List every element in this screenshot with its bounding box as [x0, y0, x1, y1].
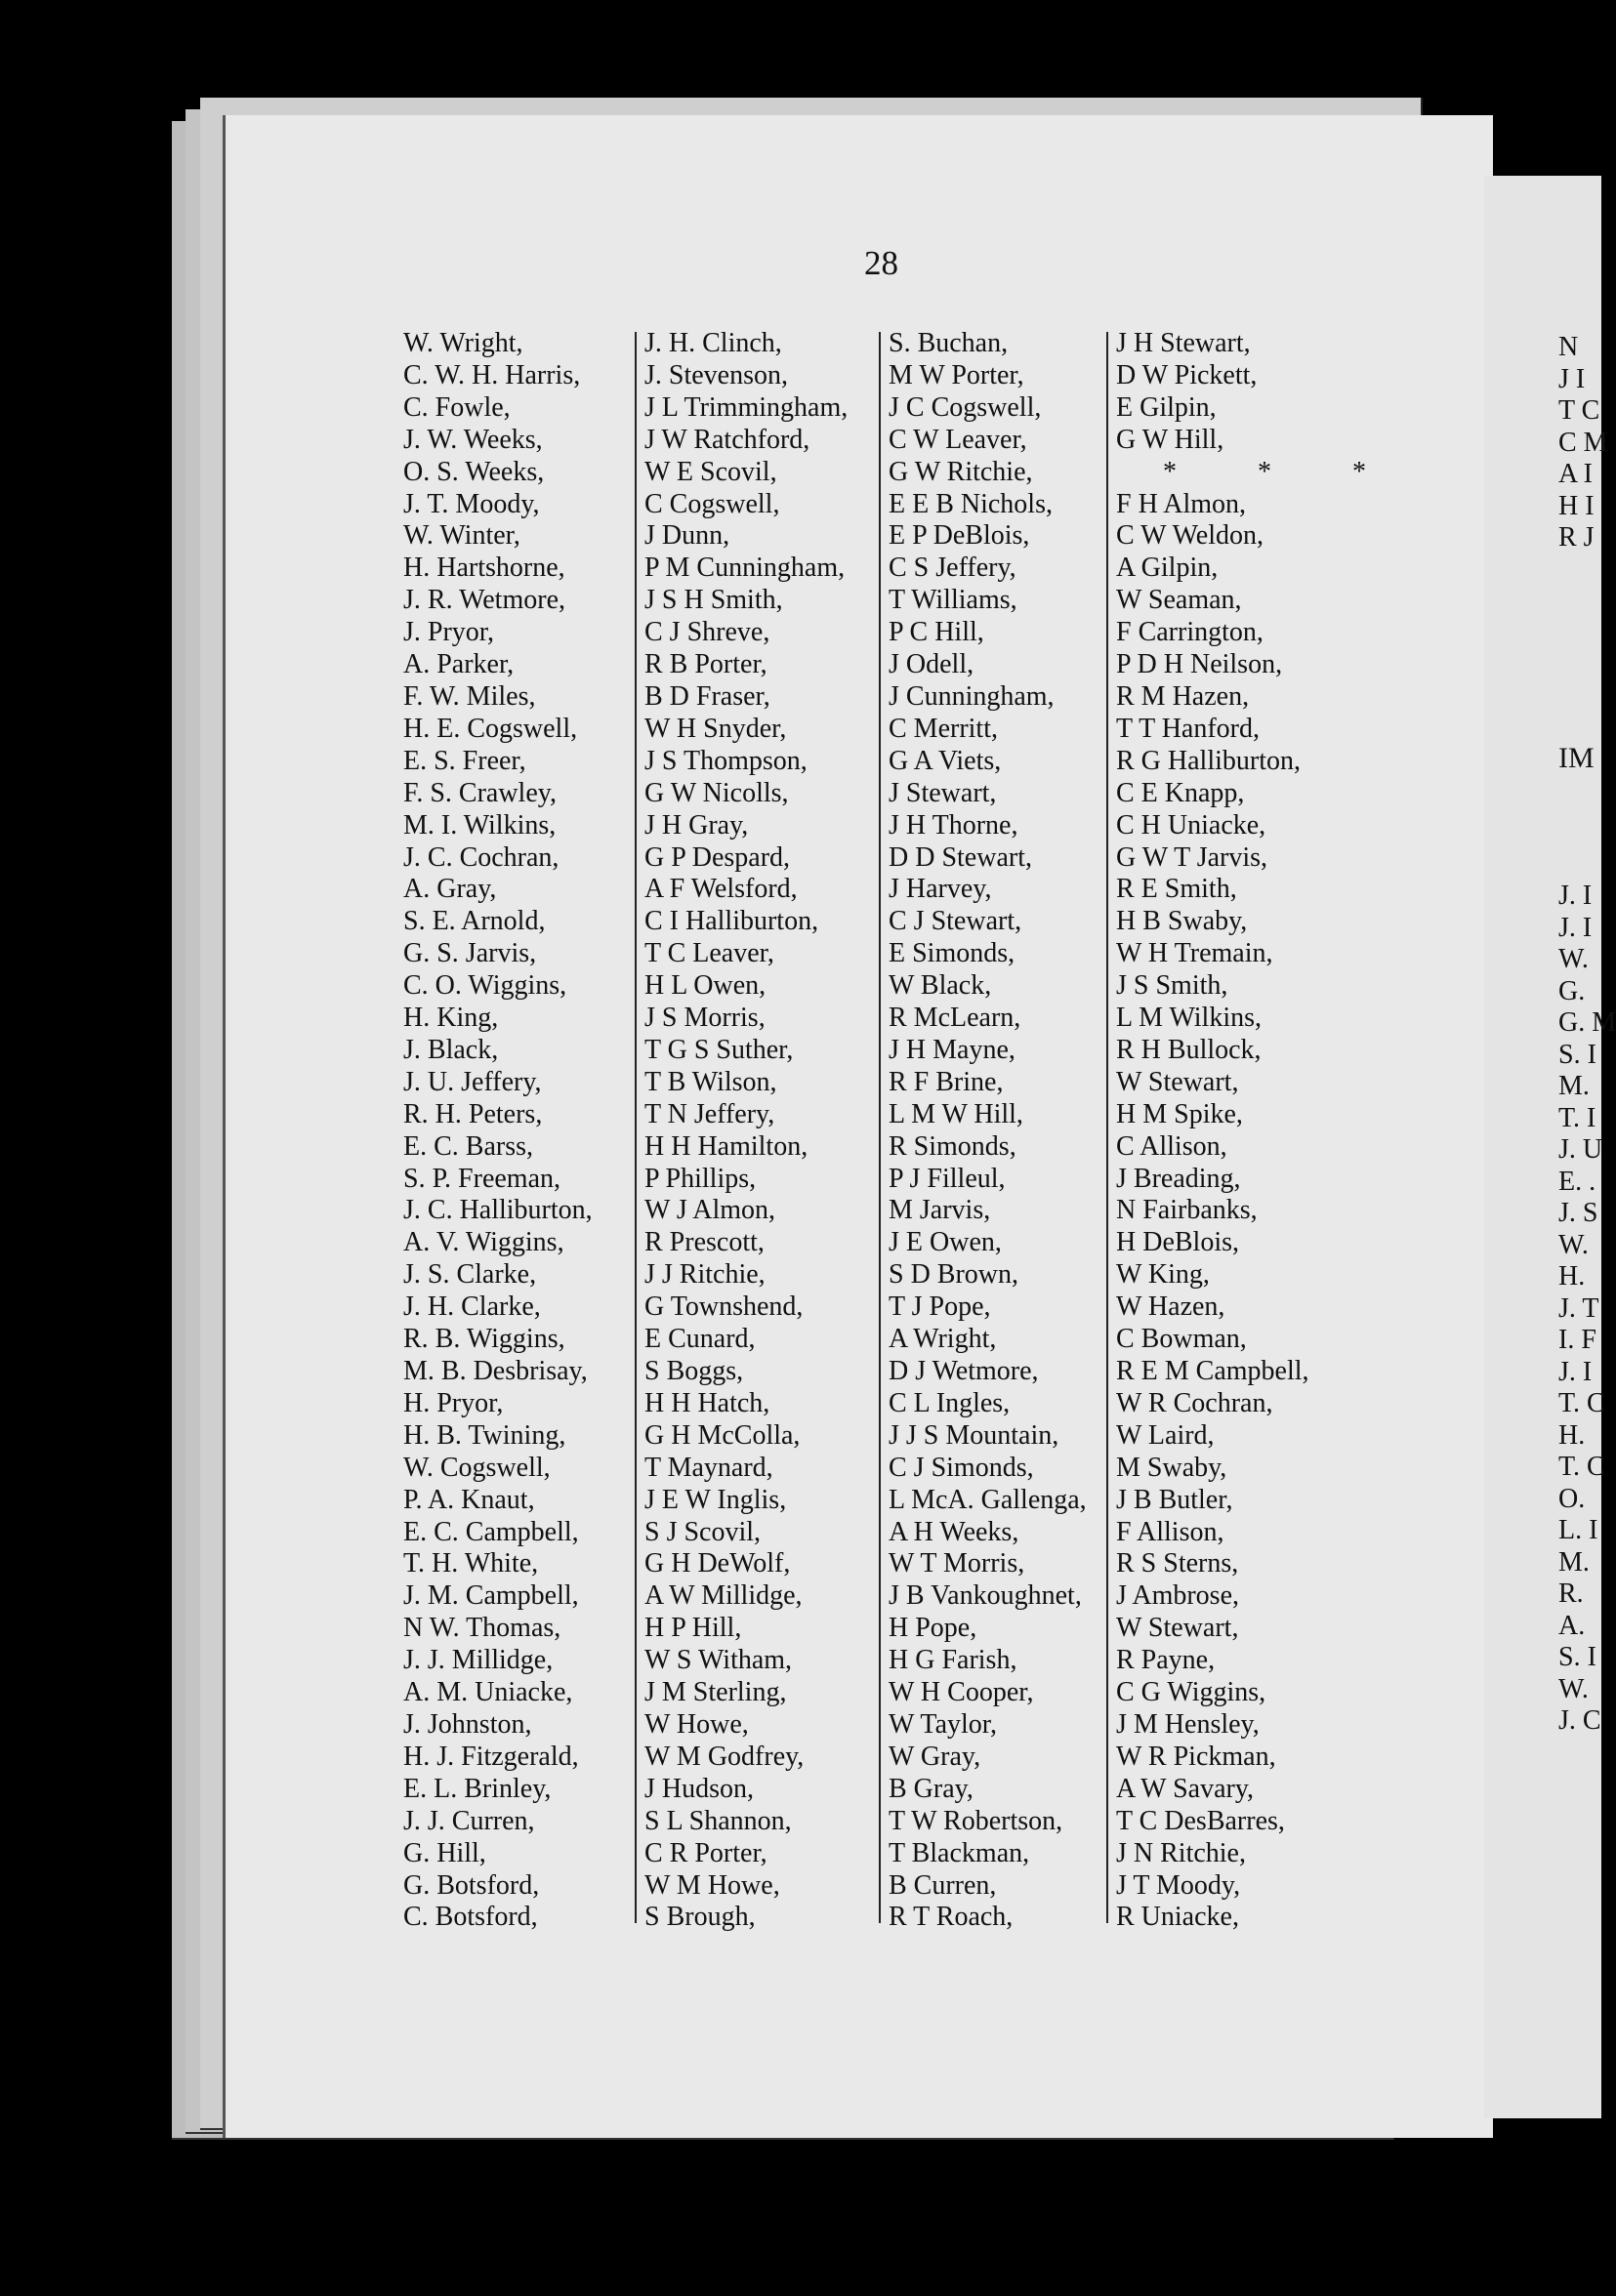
name-entry: H M Spike, [1116, 1098, 1243, 1129]
facing-page-fragment: J I [1558, 363, 1586, 394]
name-entry: J E Owen, [889, 1227, 1002, 1258]
name-entry: L M W Hill, [889, 1098, 1023, 1129]
name-entry: C W Weldon, [1116, 520, 1264, 552]
name-entry: G. Botsford, [403, 1869, 540, 1901]
name-entry: A. Gray, [403, 874, 497, 905]
name-entry: J Hudson, [644, 1773, 755, 1804]
name-entry: C. W. H. Harris, [403, 359, 581, 390]
name-entry: W Laird, [1116, 1419, 1215, 1451]
name-entry: C R Porter, [644, 1837, 767, 1868]
facing-page-fragment: T. I [1558, 1102, 1596, 1133]
name-entry: H. B. Twining, [403, 1419, 566, 1451]
name-entry: J. U. Jeffery, [403, 1066, 542, 1097]
name-entry: W H Tremain, [1116, 938, 1273, 969]
name-entry: W R Pickman, [1116, 1741, 1276, 1772]
name-entry: H DeBlois, [1116, 1227, 1239, 1258]
name-entry: C J Shreve, [644, 617, 770, 648]
facing-page-fragment: E. . [1558, 1166, 1596, 1197]
name-entry: J. J. Millidge, [403, 1645, 554, 1676]
facing-page-fragment: W. [1558, 944, 1589, 974]
name-entry: G W T Jarvis, [1116, 841, 1268, 873]
name-entry: J. R. Wetmore, [403, 585, 565, 616]
name-entry: J. Johnston, [403, 1708, 532, 1740]
name-entry: C L Ingles, [889, 1387, 1011, 1418]
name-entry: S L Shannon, [644, 1805, 792, 1836]
facing-page-fragment: G. [1558, 975, 1586, 1006]
name-entry: J Harvey, [889, 874, 992, 905]
name-entry: J H Stewart, [1116, 328, 1251, 358]
name-entry: R B Porter, [644, 649, 767, 680]
facing-page-fragment: J. U [1558, 1134, 1603, 1165]
name-entry: J B Vankoughnet, [889, 1580, 1082, 1612]
name-entry: C Allison, [1116, 1130, 1227, 1162]
name-entry: G W Hill, [1116, 424, 1224, 455]
name-entry: C. O. Wiggins, [403, 970, 567, 1002]
name-entry: R H Bullock, [1116, 1034, 1262, 1065]
name-entry: P C Hill, [889, 617, 984, 648]
facing-page-fragment: J. S [1558, 1198, 1598, 1228]
name-entry: R Payne, [1116, 1645, 1216, 1676]
facing-page-fragment: T. C [1558, 1388, 1605, 1418]
column-divider [879, 332, 881, 1923]
name-entry: W Black, [889, 970, 992, 1002]
name-entry: C J Simonds, [889, 1452, 1034, 1483]
name-entry: J S H Smith, [644, 585, 783, 616]
name-entry: P Phillips, [644, 1163, 757, 1194]
page-number: 28 [864, 244, 898, 282]
name-entry: T B Wilson, [644, 1066, 777, 1097]
name-entry: W M Godfrey, [644, 1741, 805, 1772]
facing-page-top-fragments [1558, 332, 1608, 554]
name-entry: R E M Campbell, [1116, 1356, 1309, 1386]
name-entry: G. S. Jarvis, [403, 938, 537, 969]
name-entry: F Carrington, [1116, 617, 1264, 648]
name-entry: R S Sterns, [1116, 1548, 1239, 1579]
name-entry: F. W. Miles, [403, 680, 536, 712]
name-entry: R T Roach, [889, 1902, 1014, 1933]
name-entry: C H Uniacke, [1116, 809, 1266, 840]
name-entry: J. Stevenson, [644, 359, 788, 390]
name-entry: J. T. Moody, [403, 488, 540, 519]
name-entry: W T Morris, [889, 1548, 1025, 1579]
name-entry: C J Stewart, [889, 906, 1022, 937]
name-entry: S. E. Arnold, [403, 906, 546, 937]
facing-page-fragment: C M [1558, 427, 1608, 458]
name-entry: J. S. Clarke, [403, 1259, 537, 1291]
name-entry: W E Scovil, [644, 456, 777, 487]
name-entry: J. W. Weeks, [403, 424, 543, 455]
name-entry: T Maynard, [644, 1452, 773, 1483]
name-entry: C. Fowle, [403, 391, 511, 423]
name-entry: H P Hill, [644, 1613, 742, 1644]
name-entry: A W Savary, [1116, 1773, 1255, 1804]
name-entry: G H McColla, [644, 1419, 801, 1451]
name-entry: E Simonds, [889, 938, 1015, 969]
name-entry: S. Buchan, [889, 328, 1009, 358]
name-entry: T T Hanford, [1116, 713, 1260, 744]
name-entry: J S Thompson, [644, 745, 808, 776]
facing-page-fragment: M. [1558, 1546, 1590, 1578]
name-entry: H G Farish, [889, 1645, 1017, 1676]
name-entry: J. C. Halliburton, [403, 1195, 593, 1226]
name-entry: N Fairbanks, [1116, 1195, 1258, 1226]
name-entry: E. C. Campbell, [403, 1516, 579, 1547]
name-entry: G P Despard, [644, 841, 791, 873]
name-entry: W J Almon, [644, 1195, 776, 1226]
name-entry: W H Snyder, [644, 713, 787, 744]
facing-page-fragment: R J [1558, 522, 1595, 553]
name-entry: J Stewart, [889, 777, 997, 808]
name-entry: H. Pryor, [403, 1387, 504, 1418]
name-entry: H H Hatch, [644, 1387, 770, 1418]
name-entry: W R Cochran, [1116, 1387, 1273, 1418]
facing-page-fragment: A I [1558, 459, 1593, 489]
name-entry: O. S. Weeks, [403, 456, 545, 487]
name-entry: G H DeWolf, [644, 1548, 791, 1579]
name-entry: F H Almon, [1116, 488, 1247, 519]
facing-page-heading-fragment: IM [1558, 742, 1595, 774]
name-entry: G W Nicolls, [644, 777, 789, 808]
name-entry: H. J. Fitzgerald, [403, 1741, 579, 1772]
facing-page-fragment: L. I [1558, 1515, 1598, 1545]
name-entry: S. P. Freeman, [403, 1163, 560, 1194]
name-entry: C W Leaver, [889, 424, 1027, 455]
column-divider [635, 332, 637, 1923]
name-entry: F Allison, [1116, 1516, 1224, 1547]
name-entry: L McA. Gallenga, [889, 1484, 1087, 1515]
name-entry: J Breading, [1116, 1163, 1241, 1194]
name-column-4 [1116, 328, 1403, 1934]
facing-page-fragment: W. [1558, 1229, 1589, 1260]
name-entry: T. H. White, [403, 1548, 539, 1579]
name-entry: * * * [1163, 456, 1403, 487]
name-entry: E. S. Freer, [403, 745, 526, 776]
name-entry: E. C. Barss, [403, 1130, 533, 1162]
name-entry: J L Trimmingham, [644, 391, 849, 423]
name-entry: L M Wilkins, [1116, 1003, 1262, 1034]
name-entry: E. L. Brinley, [403, 1773, 552, 1804]
name-entry: W Stewart, [1116, 1066, 1239, 1097]
name-entry: R McLearn, [889, 1003, 1021, 1034]
facing-page-fragment: J. T [1558, 1292, 1599, 1324]
name-column-1 [403, 328, 593, 1934]
name-entry: C G Wiggins, [1116, 1677, 1266, 1708]
name-entry: W Taylor, [889, 1708, 997, 1740]
name-entry: C Cogswell, [644, 488, 780, 519]
name-entry: H. E. Cogswell, [403, 713, 578, 744]
name-entry: J H Gray, [644, 809, 749, 840]
facing-page-fragment: J. I [1558, 881, 1593, 911]
name-entry: E P DeBlois, [889, 520, 1030, 552]
name-entry: M W Porter, [889, 359, 1024, 390]
name-entry: W Stewart, [1116, 1613, 1239, 1644]
name-entry: T Williams, [889, 585, 1017, 616]
name-entry: T J Pope, [889, 1292, 991, 1323]
name-entry: J S Morris, [644, 1003, 766, 1034]
facing-page-fragment: T. C [1558, 1452, 1605, 1482]
name-entry: J J Ritchie, [644, 1259, 766, 1291]
name-entry: P M Cunningham, [644, 553, 846, 584]
name-entry: J. C. Cochran, [403, 841, 559, 873]
facing-page-fragment: J. I [1558, 912, 1593, 943]
name-entry: T Blackman, [889, 1837, 1030, 1868]
name-entry: M Swaby, [1116, 1452, 1227, 1483]
name-entry: W. Cogswell, [403, 1452, 551, 1483]
name-entry: J M Hensley, [1116, 1708, 1260, 1740]
name-entry: A Wright, [889, 1324, 997, 1355]
name-entry: J H Mayne, [889, 1034, 1015, 1065]
name-entry: J J S Mountain, [889, 1419, 1059, 1451]
name-entry: R. B. Wiggins, [403, 1324, 565, 1355]
column-divider [1106, 332, 1108, 1923]
name-entry: H. King, [403, 1003, 499, 1034]
name-entry: T G S Suther, [644, 1034, 794, 1065]
name-entry: A. Parker, [403, 649, 515, 680]
name-entry: D W Pickett, [1116, 359, 1258, 390]
name-entry: R. H. Peters, [403, 1098, 543, 1129]
name-entry: G W Ritchie, [889, 456, 1033, 487]
name-entry: J H Thorne, [889, 809, 1018, 840]
name-column-3 [889, 328, 1087, 1934]
name-entry: P. A. Knaut, [403, 1484, 535, 1515]
name-entry: W King, [1116, 1259, 1210, 1291]
name-entry: E E B Nichols, [889, 488, 1053, 519]
name-entry: C I Halliburton, [644, 906, 819, 937]
name-entry: N W. Thomas, [403, 1613, 561, 1644]
name-entry: R Uniacke, [1116, 1902, 1239, 1933]
name-entry: E Cunard, [644, 1324, 756, 1355]
facing-page-fragment: I. F [1558, 1325, 1596, 1355]
name-entry: H. Hartshorne, [403, 553, 565, 584]
name-entry: C. Botsford, [403, 1902, 538, 1933]
name-entry: A. M. Uniacke, [403, 1677, 573, 1708]
name-entry: S Brough, [644, 1902, 756, 1933]
name-entry: G A Viets, [889, 745, 1002, 776]
name-entry: W Hazen, [1116, 1292, 1225, 1323]
name-entry: S D Brown, [889, 1259, 1019, 1291]
facing-page-fragment: J. I [1558, 1356, 1593, 1387]
name-entry: M. I. Wilkins, [403, 809, 557, 840]
name-entry: H B Swaby, [1116, 906, 1248, 937]
facing-page-fragment: H I [1558, 490, 1595, 521]
name-entry: W Howe, [644, 1708, 749, 1740]
name-entry: G Townshend, [644, 1292, 804, 1323]
name-entry: R Prescott, [644, 1227, 765, 1258]
name-entry: A Gilpin, [1116, 553, 1219, 584]
facing-page-fragment: S. I [1558, 1039, 1596, 1070]
facing-page-fragment: W. [1558, 1673, 1589, 1704]
name-entry: R F Brine, [889, 1066, 1004, 1097]
name-entry: W S Witham, [644, 1645, 793, 1676]
name-entry: C Merritt, [889, 713, 998, 744]
name-entry: M. B. Desbrisay, [403, 1356, 588, 1386]
name-entry: A F Welsford, [644, 874, 798, 905]
facing-page-fragment: G. M [1558, 1007, 1616, 1038]
facing-page-fragment: H. [1558, 1419, 1586, 1451]
name-entry: J W Ratchford, [644, 424, 810, 455]
name-entry: H H Hamilton, [644, 1130, 808, 1162]
facing-page-fragment: J. C [1558, 1705, 1601, 1736]
name-entry: J Odell, [889, 649, 974, 680]
name-entry: F. S. Crawley, [403, 777, 557, 808]
name-entry: J Cunningham, [889, 680, 1055, 712]
name-entry: J. H. Clinch, [644, 328, 782, 358]
name-entry: W. Winter, [403, 520, 520, 552]
facing-page-fragment: S. I [1558, 1642, 1596, 1672]
facing-page-fragment: A. [1558, 1610, 1586, 1641]
name-entry: J Dunn, [644, 520, 730, 552]
name-entry: R Simonds, [889, 1130, 1016, 1162]
facing-page-fragment: T C [1558, 395, 1600, 426]
name-entry: B D Fraser, [644, 680, 770, 712]
name-entry: W Seaman, [1116, 585, 1242, 616]
facing-page-fragment: R. [1558, 1578, 1584, 1609]
name-entry: G. Hill, [403, 1837, 486, 1868]
name-entry: J N Ritchie, [1116, 1837, 1246, 1868]
name-entry: R M Hazen, [1116, 680, 1250, 712]
name-entry: A H Weeks, [889, 1516, 1019, 1547]
name-entry: J. H. Clarke, [403, 1292, 541, 1323]
name-entry: C Bowman, [1116, 1324, 1247, 1355]
name-entry: J B Butler, [1116, 1484, 1233, 1515]
name-entry: P J Filleul, [889, 1163, 1006, 1194]
name-entry: A. V. Wiggins, [403, 1227, 564, 1258]
name-entry: T C DesBarres, [1116, 1805, 1285, 1836]
name-entry: J C Cogswell, [889, 391, 1042, 423]
name-entry: J. Black, [403, 1034, 499, 1065]
facing-page-fragment: M. [1558, 1071, 1590, 1101]
name-entry: C E Knapp, [1116, 777, 1245, 808]
name-entry: J. Pryor, [403, 617, 494, 648]
name-entry: W H Cooper, [889, 1677, 1034, 1708]
name-entry: J Ambrose, [1116, 1580, 1239, 1612]
name-entry: S J Scovil, [644, 1516, 762, 1547]
name-entry: P D H Neilson, [1116, 649, 1283, 680]
name-entry: B Gray, [889, 1773, 974, 1804]
facing-page-fragment: O. [1558, 1483, 1586, 1514]
name-entry: J M Sterling, [644, 1677, 787, 1708]
name-entry: J. M. Campbell, [403, 1580, 579, 1612]
facing-page-fragment: N [1558, 332, 1579, 362]
facing-page-fragment: H. [1558, 1261, 1586, 1292]
name-entry: B Curren, [889, 1869, 997, 1901]
name-entry: D D Stewart, [889, 841, 1032, 873]
name-entry: W Gray, [889, 1741, 981, 1772]
name-entry: H L Owen, [644, 970, 767, 1002]
name-entry: H Pope, [889, 1613, 977, 1644]
name-column-2 [644, 328, 848, 1934]
name-entry: J S Smith, [1116, 970, 1228, 1002]
name-entry: S Boggs, [644, 1356, 744, 1386]
name-entry: R E Smith, [1116, 874, 1237, 905]
name-entry: J E W Inglis, [644, 1484, 787, 1515]
name-entry: D J Wetmore, [889, 1356, 1039, 1386]
name-entry: T W Robertson, [889, 1805, 1063, 1836]
name-entry: C S Jeffery, [889, 553, 1016, 584]
name-entry: T N Jeffery, [644, 1098, 775, 1129]
name-entry: J T Moody, [1116, 1869, 1241, 1901]
name-entry: M Jarvis, [889, 1195, 991, 1226]
name-entry: A W Millidge, [644, 1580, 803, 1612]
name-entry: W M Howe, [644, 1869, 780, 1901]
name-entry: J. J. Curren, [403, 1805, 535, 1836]
name-entry: W. Wright, [403, 328, 523, 358]
name-entry: R G Halliburton, [1116, 745, 1301, 776]
name-entry: E Gilpin, [1116, 391, 1217, 423]
facing-page-bottom-fragments [1558, 881, 1616, 1738]
name-entry: T C Leaver, [644, 938, 774, 969]
